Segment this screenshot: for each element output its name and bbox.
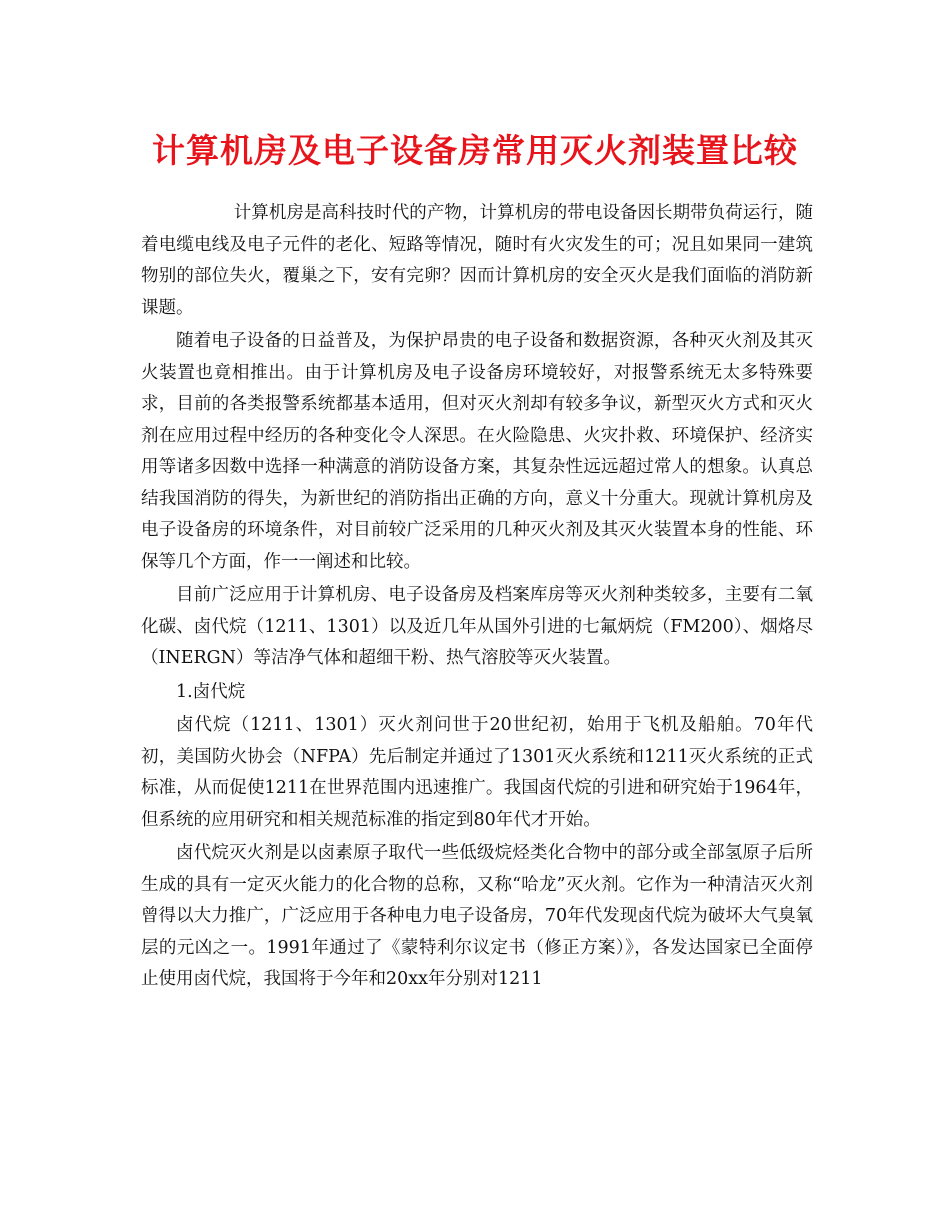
document-body [141,198,813,998]
document-title: 计算机房及电子设备房常用灭火剂装置比较 [152,131,798,170]
paragraph-halon-description: 卤代烷灭火剂是以卤素原子取代一些低级烷烃类化合物中的部分或全部氢原子后所生成的具有一定灭火能力的化合物的总称，又称“哈龙”灭火剂。它作为一种清洁灭火剂曾得以大力推广，广泛应用于各种电力电子设备房，70年代发现卤代烷为破坏大气臭氧层的元凶之一。1991年通过了《蒙特利尔议定书（修正方案）》，各发达国家已全面停止使用卤代烷，我国将于今年和20xx年分别对1211 [141,843,813,989]
paragraph-overview: 目前广泛应用于计算机房、电子设备房及档案库房等灭火剂种类较多，主要有二氧化碳、卤代烷（1211、1301）以及近几年从国外引进的七氟炳烷（FM200）、烟烙尽（INERGN）等洁净气体和超细干粉、热气溶胶等灭火装置。 [141,585,813,668]
paragraph-background: 随着电子设备的日益普及，为保护昂贵的电子设备和数据资源，各种灭火剂及其灭火装置也竟相推出。由于计算机房及电子设备房环境较好，对报警系统无太多特殊要求，目前的各类报警系统都基本适用，但对灭火剂却有较多争议，新型灭火方式和灭火剂在应用过程中经历的各种变化令人深思。在火险隐患、火灾扑救、环境保护、经济实用等诸多因数中选择一种满意的消防设备方案，其复杂性远远超过常人的想象。认真总结我国消防的得失，为新世纪的消防指出正确的方向，意义十分重大。现就计算机房及电子设备房的环境条件，对目前较广泛采用的几种灭火剂及其灭火装置本身的性能、环保等几个方面，作一一阐述和比较。 [141,331,813,572]
section-heading-halon: 1.卤代烷 [176,681,246,702]
paragraph-halon-history: 卤代烷（1211、1301）灭火剂问世于20世纪初，始用于飞机及船舶。70年代初，美国防火协会（NFPA）先后制定并通过了1301灭火系统和1211灭火系统的正式标准，从而促使1211在世界范围内迅速推广。我国卤代烷的引进和研究始于1964年，但系统的应用研究和相关规范标准的指定到80年代才开始。 [141,715,813,830]
paragraph-intro: 计算机房是高科技时代的产物，计算机房的带电设备因长期带负荷运行，随着电缆电线及电子元件的老化、短路等情况，随时有火灾发生的可；况且如果同一建筑物别的部位失火，覆巢之下，安有完卵？因而计算机房的安全灭火是我们面临的消防新课题。 [141,203,813,318]
